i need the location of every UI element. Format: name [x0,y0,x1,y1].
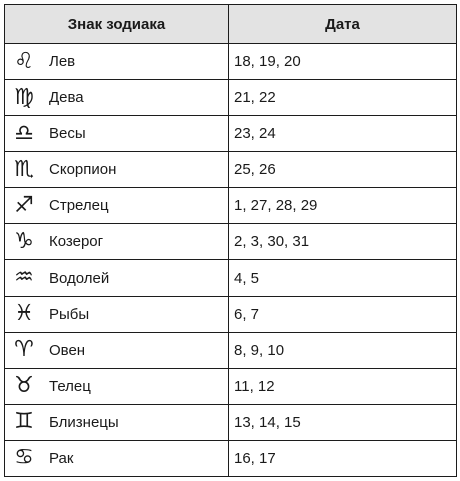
sign-cell-content [5,152,228,187]
sign-cell [5,260,229,296]
sign-cell [5,80,229,116]
date-cell: 1, 27, 28, 29 [229,188,457,224]
sign-name: Рак [49,449,74,467]
sign-cell [5,116,229,152]
sign-cell-content [5,260,228,295]
zodiac-date-table-container [4,4,456,477]
table-row [5,404,457,440]
sign-name: Козерог [49,233,104,251]
libra-icon: ♎ [14,120,34,146]
table-body [5,44,457,477]
sign-cell-content [5,44,228,79]
sign-name: Лев [49,53,76,71]
leo-icon: ♌ [14,48,34,74]
sign-name: Телец [49,377,91,395]
sign-cell-content [5,224,228,259]
scorpio-icon: ♏ [14,156,34,182]
pisces-icon: ♓ [14,301,34,327]
date-cell: 6, 7 [229,296,457,332]
table-row [5,80,457,116]
sign-cell-content [5,188,228,223]
sign-name: Скорпион [49,161,117,179]
sign-cell [5,224,229,260]
date-cell: 2, 3, 30, 31 [229,224,457,260]
sign-cell-content [5,369,228,404]
date-cell: 8, 9, 10 [229,332,457,368]
sagittarius-icon: ♐ [14,192,34,218]
taurus-icon: ♉ [14,373,34,399]
sign-cell-content [5,116,228,151]
sign-name: Рыбы [49,305,90,323]
sign-cell-content [5,297,228,332]
sign-name: Близнецы [49,413,119,431]
table-row [5,368,457,404]
date-cell: 21, 22 [229,80,457,116]
aquarius-icon: ♒ [14,265,34,290]
zodiac-date-table [4,4,457,477]
sign-cell-content [5,405,228,440]
table-row [5,260,457,296]
aries-icon: ♈ [14,337,34,363]
date-cell: 18, 19, 20 [229,44,457,80]
date-cell: 11, 12 [229,368,457,404]
table-row [5,296,457,332]
sign-name: Овен [49,341,86,359]
header-row [5,5,457,44]
date-cell: 23, 24 [229,116,457,152]
sign-cell [5,296,229,332]
header-date: Дата [229,5,457,44]
table-header [5,5,457,44]
table-row [5,440,457,476]
sign-name: Весы [49,125,86,143]
gemini-icon: ♊ [14,409,34,435]
sign-cell [5,188,229,224]
table-row [5,152,457,188]
date-cell: 16, 17 [229,440,457,476]
sign-cell [5,152,229,188]
sign-cell-content [5,441,228,476]
sign-cell [5,404,229,440]
sign-cell-content [5,333,228,368]
header-sign: Знак зодиака [5,5,229,44]
sign-cell [5,440,229,476]
sign-cell-content [5,80,228,115]
virgo-icon: ♍ [14,84,34,110]
sign-cell [5,44,229,80]
date-cell: 25, 26 [229,152,457,188]
table-row [5,44,457,80]
table-row [5,332,457,368]
table-row [5,116,457,152]
sign-name: Дева [49,89,84,107]
sign-cell [5,332,229,368]
cancer-icon: ♋ [14,445,34,471]
date-cell: 13, 14, 15 [229,404,457,440]
sign-name: Стрелец [49,197,109,215]
date-cell: 4, 5 [229,260,457,296]
sign-cell [5,368,229,404]
sign-name: Водолей [49,269,110,287]
table-row [5,188,457,224]
capricorn-icon: ♑ [14,228,34,254]
table-row [5,224,457,260]
